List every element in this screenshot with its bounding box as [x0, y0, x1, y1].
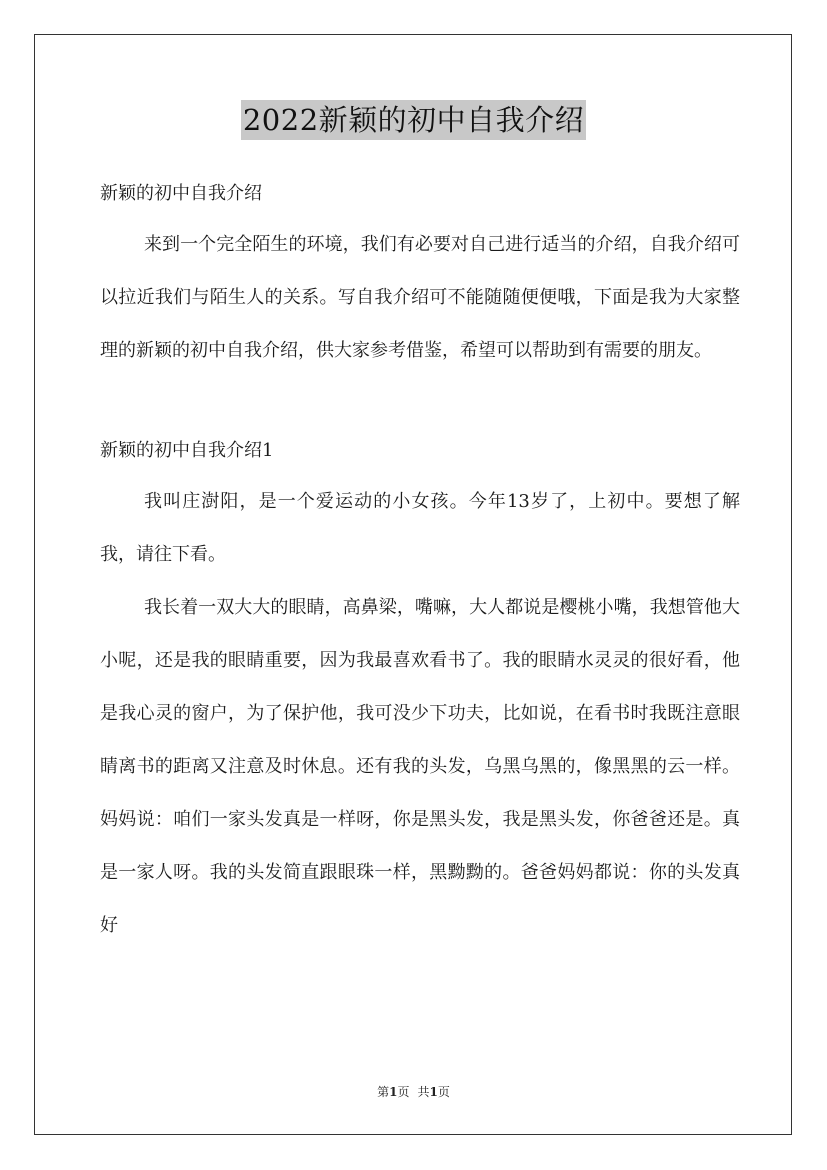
section-1-paragraph-2: 我长着一双大大的眼睛，高鼻梁，嘴嘛，大人都说是樱桃小嘴，我想管他大小呢，还是我的眼睛重要，因为我最喜欢看书了。我的眼睛水灵灵的很好看，他是我心灵的窗户，为了保护他，我可没少下功夫，比如说，在看书时我既注意眼睛离书的距离又注意及时休息。还有我的头发，乌黑乌黑的，像黑黑的云一样。妈妈说：咱们一家头发真是一样呀，你是黑头发，我是黑头发，你爸爸还是。真是一家人呀。我的头发简直跟眼珠一样，黑黝黝的。爸爸妈妈都说：你的头发真好 — [100, 597, 740, 936]
document-title: 2022新颖的初中自我介绍 — [241, 100, 586, 140]
intro-paragraph: 来到一个完全陌生的环境，我们有必要对自己进行适当的介绍，自我介绍可以拉近我们与陌生人的关系。写自我介绍可不能随随便便哦，下面是我为大家整理的新颖的初中自我介绍，供大家参考借鉴，希望可以帮助到有需要的朋友。 — [100, 234, 740, 361]
document-body — [100, 176, 740, 952]
total-prefix: 共 — [417, 1085, 430, 1099]
page-footer — [0, 1083, 827, 1101]
section-heading-1: 新颖的初中自我介绍1 — [100, 440, 274, 461]
title-container — [0, 100, 827, 140]
page-prefix: 第 — [377, 1085, 390, 1099]
total-suffix: 页 — [437, 1085, 450, 1099]
page-suffix: 页 — [397, 1085, 410, 1099]
section-1-paragraph-1: 我叫庄澍阳，是一个爱运动的小女孩。今年13岁了，上初中。要想了解我，请往下看。 — [100, 491, 740, 565]
page-total: 1 — [429, 1085, 438, 1099]
page-current: 1 — [389, 1085, 398, 1099]
section-heading-intro: 新颖的初中自我介绍 — [100, 183, 262, 204]
